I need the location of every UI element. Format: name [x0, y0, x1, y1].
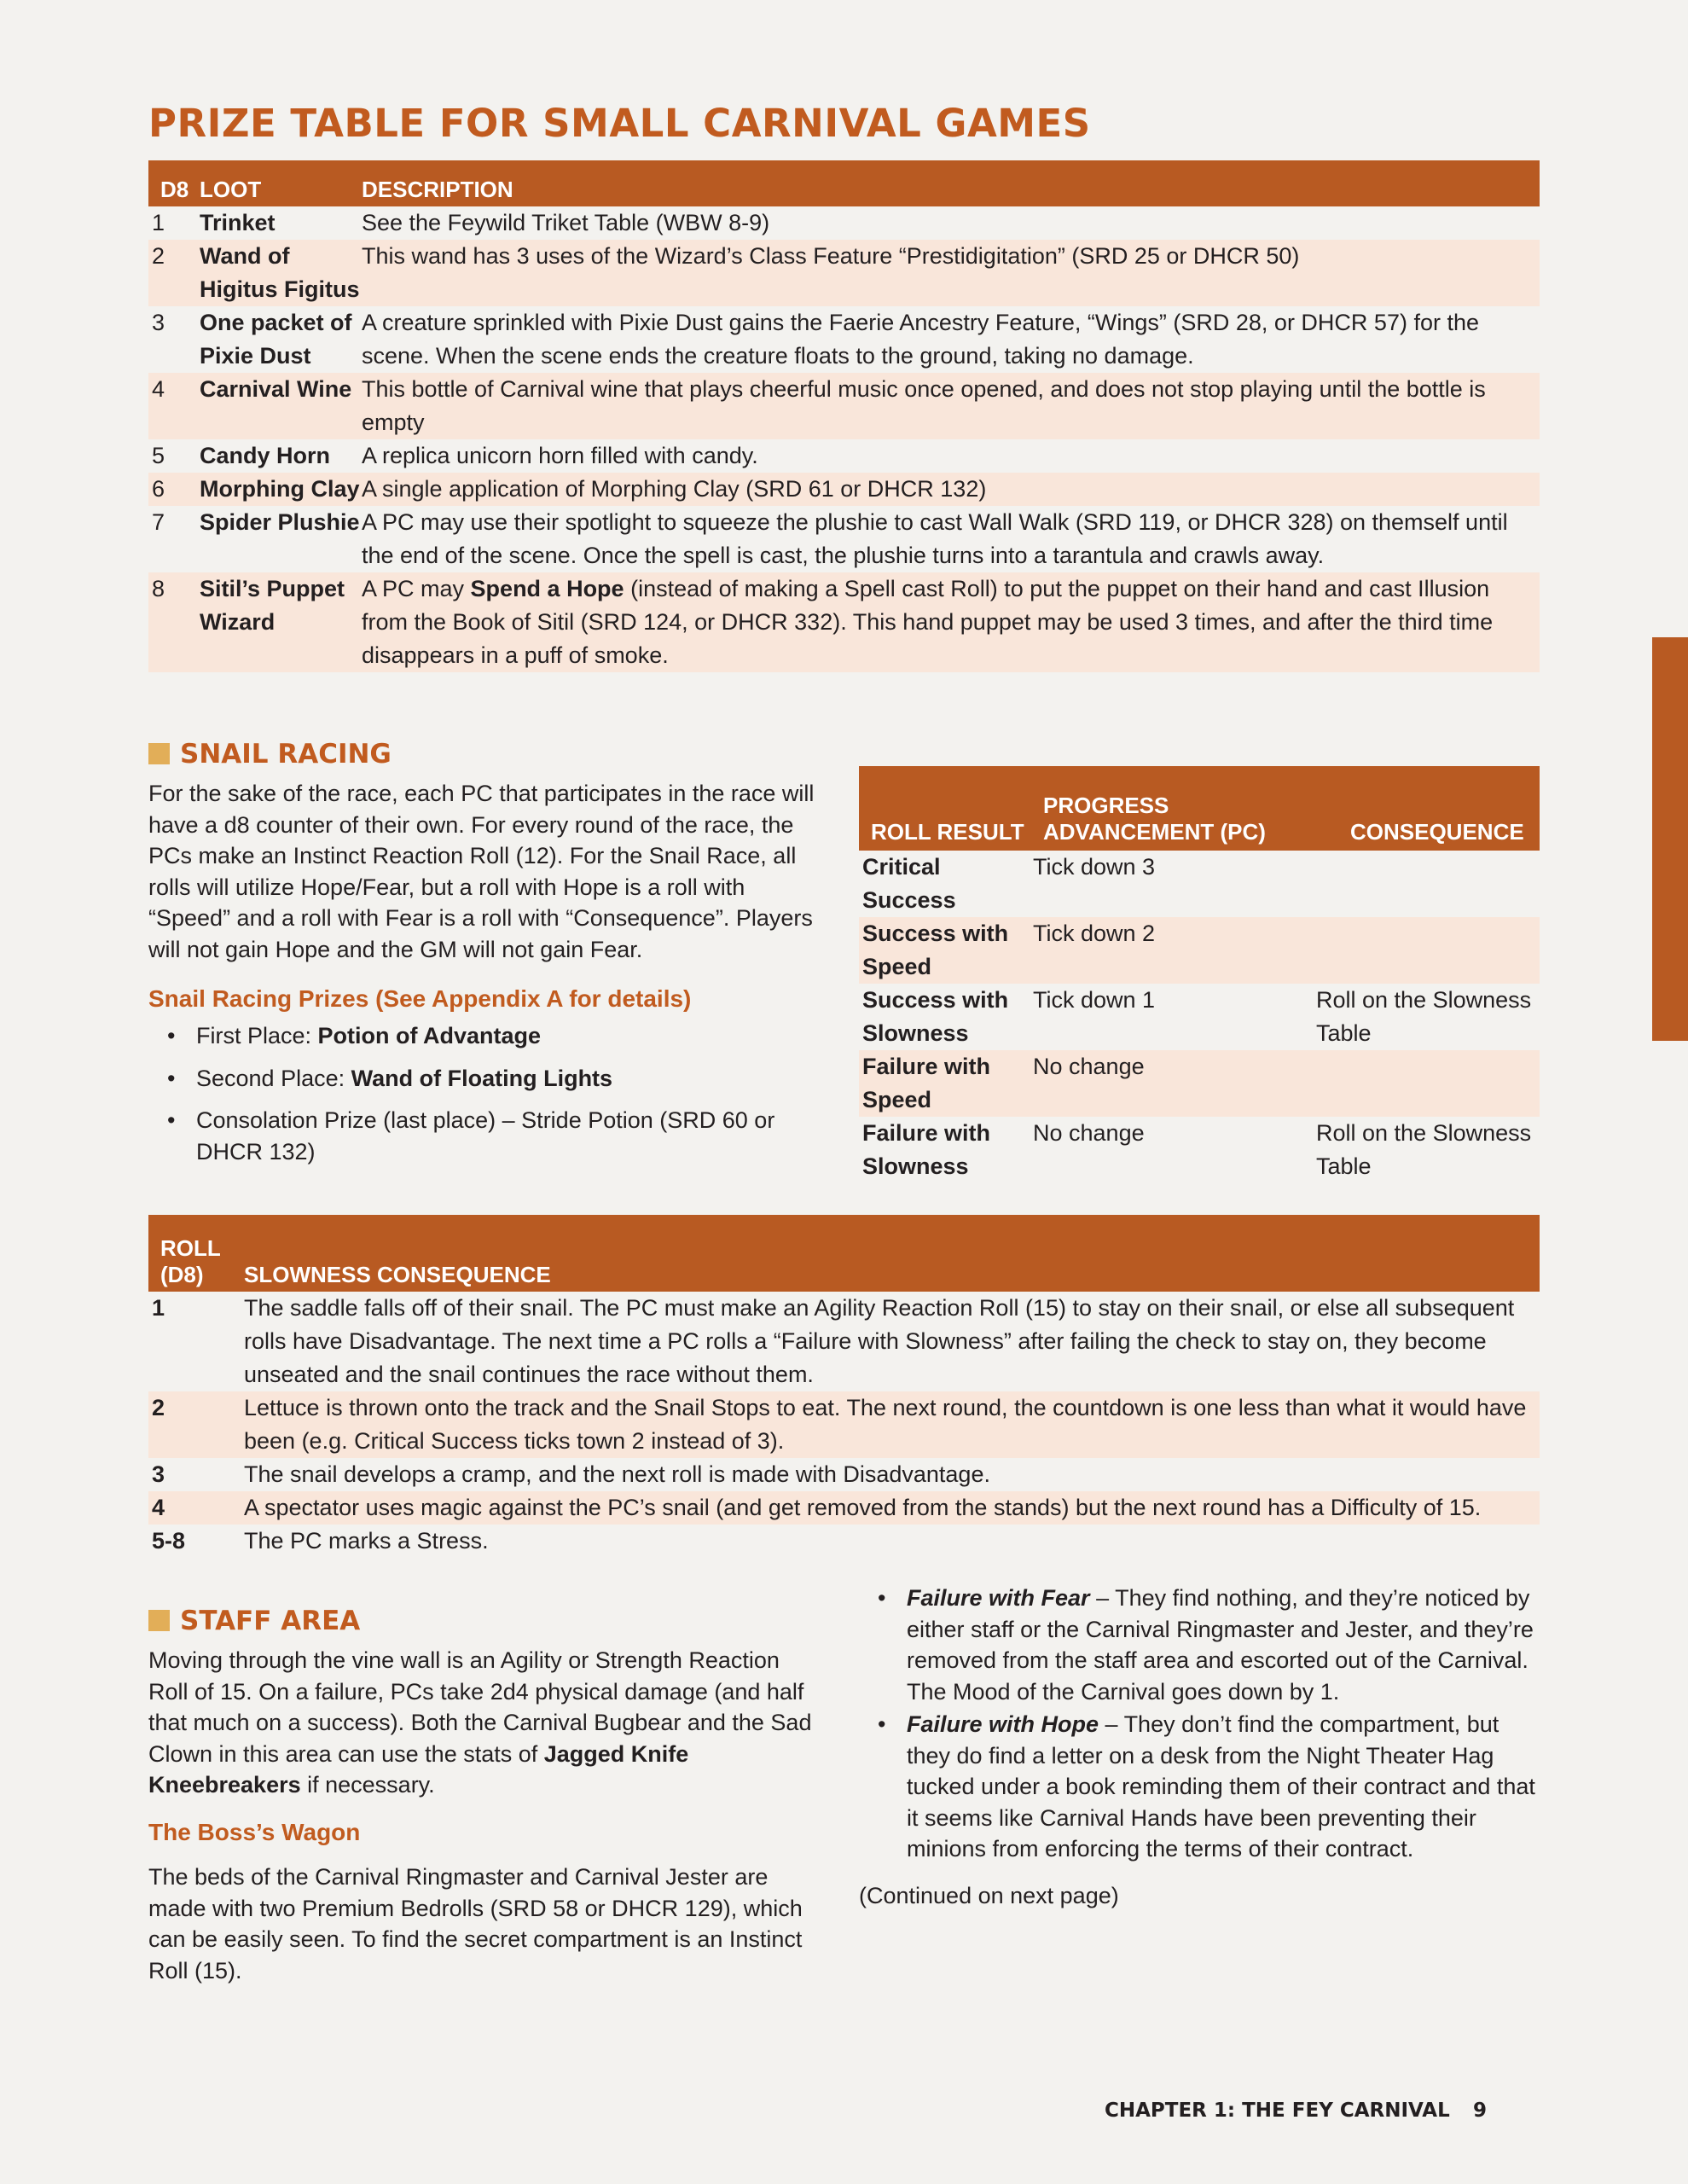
- cell-description: This bottle of Carnival wine that plays cheerful music once opened, and does not stop playing until the bottle is empty: [362, 373, 1540, 439]
- cell-progress: Tick down 1: [1033, 987, 1156, 1013]
- staff-area-body: [148, 1645, 822, 1801]
- cell-roll-result: Failure with Slowness: [862, 1120, 991, 1179]
- table-row: [148, 572, 1540, 672]
- cell-consequence: The PC marks a Stress.: [244, 1528, 489, 1554]
- cell-roll: 1: [152, 1295, 165, 1321]
- snail-racing-heading-text: SNAIL RACING: [180, 739, 392, 770]
- cell-roll: 2: [148, 1391, 244, 1458]
- cell-loot: Carnival Wine: [200, 373, 362, 439]
- cell-consequence: [1316, 1050, 1540, 1117]
- staff-outcomes-list: [859, 1583, 1540, 1876]
- cell-loot: Spider Plushie: [200, 509, 360, 535]
- snail-racing-heading: [148, 739, 392, 770]
- boss-wagon-heading: The Boss’s Wagon: [148, 1819, 361, 1845]
- cell-progress: No change: [1033, 1050, 1316, 1117]
- table-header-row: [148, 160, 1540, 206]
- desc-bold: Spend a Hope: [470, 576, 624, 601]
- cell-progress: No change: [1033, 1120, 1145, 1146]
- page-number: 9: [1473, 2100, 1488, 2122]
- cell-number: 4: [148, 373, 200, 439]
- cell-number: 2: [148, 240, 200, 306]
- col-header-progress: PROGRESS ADVANCEMENT (PC): [1033, 766, 1316, 851]
- table-row: [859, 1117, 1540, 1183]
- cell-description: This wand has 3 uses of the Wizard’s Class Feature “Prestidigitation” (SRD 25 or DHCR 50): [362, 240, 1540, 306]
- cell-roll: 5-8: [152, 1528, 186, 1554]
- col-header-description: DESCRIPTION: [362, 160, 1540, 206]
- col-header-d8: D8: [148, 160, 200, 206]
- cell-loot: One packet of Pixie Dust: [200, 310, 352, 369]
- cell-number: 3: [152, 310, 165, 335]
- table-row: [148, 1491, 1540, 1525]
- cell-consequence: [1316, 851, 1540, 917]
- prize-label: Second Place:: [196, 1065, 351, 1091]
- cell-consequence: Lettuce is thrown onto the track and the Snail Stops to eat. The next round, the countdown is one less than what it would have been (e.g. Critical Success ticks town 2 instead of 3).: [244, 1391, 1540, 1458]
- staff-area-heading: [148, 1606, 360, 1636]
- cell-roll: 3: [152, 1461, 165, 1487]
- table-row: [148, 306, 1540, 373]
- list-item: [148, 1063, 814, 1095]
- table-header-row: [859, 766, 1540, 851]
- page-title: PRIZE TABLE FOR SMALL CARNIVAL GAMES: [148, 101, 1091, 146]
- cell-loot: Morphing Clay: [200, 473, 362, 506]
- table-header-row: [148, 1215, 1540, 1292]
- roll-result-table: [859, 766, 1540, 1183]
- cell-roll-result: Failure with Speed: [859, 1050, 1033, 1117]
- table-row: [148, 206, 1540, 240]
- staff-area-heading-text: STAFF AREA: [180, 1606, 361, 1636]
- cell-roll: 4: [148, 1491, 244, 1525]
- cell-consequence: Roll on the Slowness Table: [1316, 1120, 1532, 1179]
- table-row: [148, 506, 1540, 572]
- table-row: [148, 1292, 1540, 1391]
- table-row: [148, 373, 1540, 439]
- outcome-label: Failure with Hope: [907, 1711, 1099, 1737]
- staff-body-bold: Jagged Knife Kneebreakers: [148, 1740, 689, 1798]
- cell-description: [362, 572, 1540, 672]
- desc-text: (instead of making a Spell cast Roll) to put the puppet on their hand and cast Illusion from the Book of Sitil (SRD 124, or DHCR 332). This hand puppet may be used 3 times, and after the third time disappears in a puff of smoke.: [362, 576, 1494, 668]
- cell-loot: Trinket: [200, 210, 276, 235]
- cell-progress: Tick down 3: [1033, 854, 1156, 880]
- list-item: [148, 1105, 814, 1167]
- heading-square-icon: [148, 743, 170, 764]
- col-header-consequence: CONSEQUENCE: [1316, 766, 1540, 851]
- cell-number: 8: [148, 572, 200, 672]
- list-item: [859, 1709, 1540, 1865]
- table-row: [148, 473, 1540, 506]
- cell-description: A single application of Morphing Clay (SRD 61 or DHCR 132): [362, 473, 1540, 506]
- table-row: [859, 917, 1540, 984]
- staff-body-text: if necessary.: [300, 1772, 435, 1798]
- cell-roll-result: Critical Success: [862, 854, 956, 913]
- cell-number: 7: [152, 509, 165, 535]
- cell-consequence: [1316, 917, 1540, 984]
- table-row: [859, 851, 1540, 917]
- col-header-roll: ROLL (D8): [148, 1215, 244, 1292]
- prize-name: Wand of Floating Lights: [351, 1065, 613, 1091]
- table-row: [859, 984, 1540, 1050]
- boss-wagon-body: The beds of the Carnival Ringmaster and Carnival Jester are made with two Premium Bedrolls (SRD 58 or DHCR 129), which can be easily seen. To find the secret compartment is an Instinct Roll (15).: [148, 1864, 803, 1984]
- table-row: [148, 1458, 1540, 1491]
- continued-note: (Continued on next page): [859, 1883, 1119, 1908]
- list-item: [148, 1020, 814, 1052]
- cell-description: A PC may use their spotlight to squeeze the plushie to cast Wall Walk (SRD 119, or DHCR 328) on themself until the end of the scene. Once the spell is cast, the plushie turns into a tarantula and crawls away.: [362, 509, 1508, 568]
- outcome-text: – They don’t find the compartment, but they do find a letter on a desk from the Night Theater Hag tucked under a book reminding them of their contract and that it seems like Carnival Hands have been preventing their minions from enforcing the terms of their contract.: [907, 1711, 1535, 1862]
- snail-prizes-heading: Snail Racing Prizes (See Appendix A for details): [148, 985, 692, 1012]
- col-header-roll-result: ROLL RESULT: [859, 766, 1033, 851]
- staff-body-text: Moving through the vine wall is an Agility or Strength Reaction Roll of 15. On a failure, PCs take 2d4 physical damage (and half that much on a success). Both the Carnival Bugbear and the Sad Clown in this area can use the stats of: [148, 1647, 812, 1767]
- cell-number: 6: [148, 473, 200, 506]
- desc-text: A PC may: [362, 576, 471, 601]
- cell-loot: Wand of Higitus Figitus: [200, 240, 362, 306]
- col-header-slowness-consequence: SLOWNESS CONSEQUENCE: [244, 1215, 1540, 1292]
- heading-square-icon: [148, 1610, 170, 1631]
- cell-description: A creature sprinkled with Pixie Dust gains the Faerie Ancestry Feature, “Wings” (SRD 28, or DHCR 57) for the scene. When the scene ends the creature floats to the ground, taking no damage.: [362, 310, 1480, 369]
- prize-name: Potion of Advantage: [317, 1023, 542, 1048]
- cell-roll-result: Success with Slowness: [862, 987, 1009, 1046]
- table-row: [148, 439, 1540, 473]
- cell-consequence: A spectator uses magic against the PC’s snail (and get removed from the stands) but the next round has a Difficulty of 15.: [244, 1491, 1540, 1525]
- snail-prizes-list: [148, 1020, 814, 1178]
- col-header-loot: LOOT: [200, 160, 362, 206]
- cell-consequence: Roll on the Slowness Table: [1316, 987, 1532, 1046]
- cell-roll-result: Success with Speed: [859, 917, 1033, 984]
- cell-description: See the Feywild Triket Table (WBW 8-9): [362, 210, 770, 235]
- cell-description: A replica unicorn horn filled with candy.: [362, 443, 758, 468]
- list-item: [859, 1583, 1540, 1707]
- footer-chapter: CHAPTER 1: THE FEY CARNIVAL: [1105, 2100, 1450, 2122]
- table-row: [148, 240, 1540, 306]
- cell-consequence: The snail develops a cramp, and the next roll is made with Disadvantage.: [244, 1461, 990, 1487]
- outcome-text: – They find nothing, and they’re noticed by either staff or the Carnival Ringmaster and Jester, and they’re removed from the staff area and escorted out of the Carnival. The Mood of the Carnival goes down by 1.: [907, 1585, 1534, 1705]
- snail-racing-body: For the sake of the race, each PC that participates in the race will have a d8 counter of their own. For every round of the race, the PCs make an Instinct Reaction Roll (12). For the Snail Race, all rolls will utilize Hope/Fear, but a roll with Hope is a roll with “Speed” and a roll with Fear is a roll with “Consequence”. Players will not gain Hope and the GM will not gain Fear.: [148, 781, 815, 962]
- chapter-side-tab: [1652, 637, 1688, 1041]
- cell-loot: Candy Horn: [200, 443, 331, 468]
- prize-table: [148, 160, 1540, 672]
- cell-number: 1: [152, 210, 165, 235]
- table-row: [859, 1050, 1540, 1117]
- outcome-label: Failure with Fear: [907, 1585, 1090, 1611]
- table-row: [148, 1391, 1540, 1458]
- cell-number: 5: [152, 443, 165, 468]
- table-row: [148, 1525, 1540, 1558]
- cell-consequence: The saddle falls off of their snail. The PC must make an Agility Reaction Roll (15) to stay on their snail, or else all subsequent rolls have Disadvantage. The next time a PC rolls a “Failure with Slowness” after failing the check to stay on, they become unseated and the snail continues the race without them.: [244, 1295, 1515, 1387]
- cell-progress: Tick down 2: [1033, 917, 1316, 984]
- prize-label: First Place:: [196, 1023, 318, 1048]
- slowness-consequence-table: [148, 1215, 1540, 1558]
- cell-loot: Sitil’s Puppet Wizard: [200, 572, 362, 672]
- prize-label: Consolation Prize (last place) – Stride Potion (SRD 60 or DHCR 132): [196, 1107, 775, 1165]
